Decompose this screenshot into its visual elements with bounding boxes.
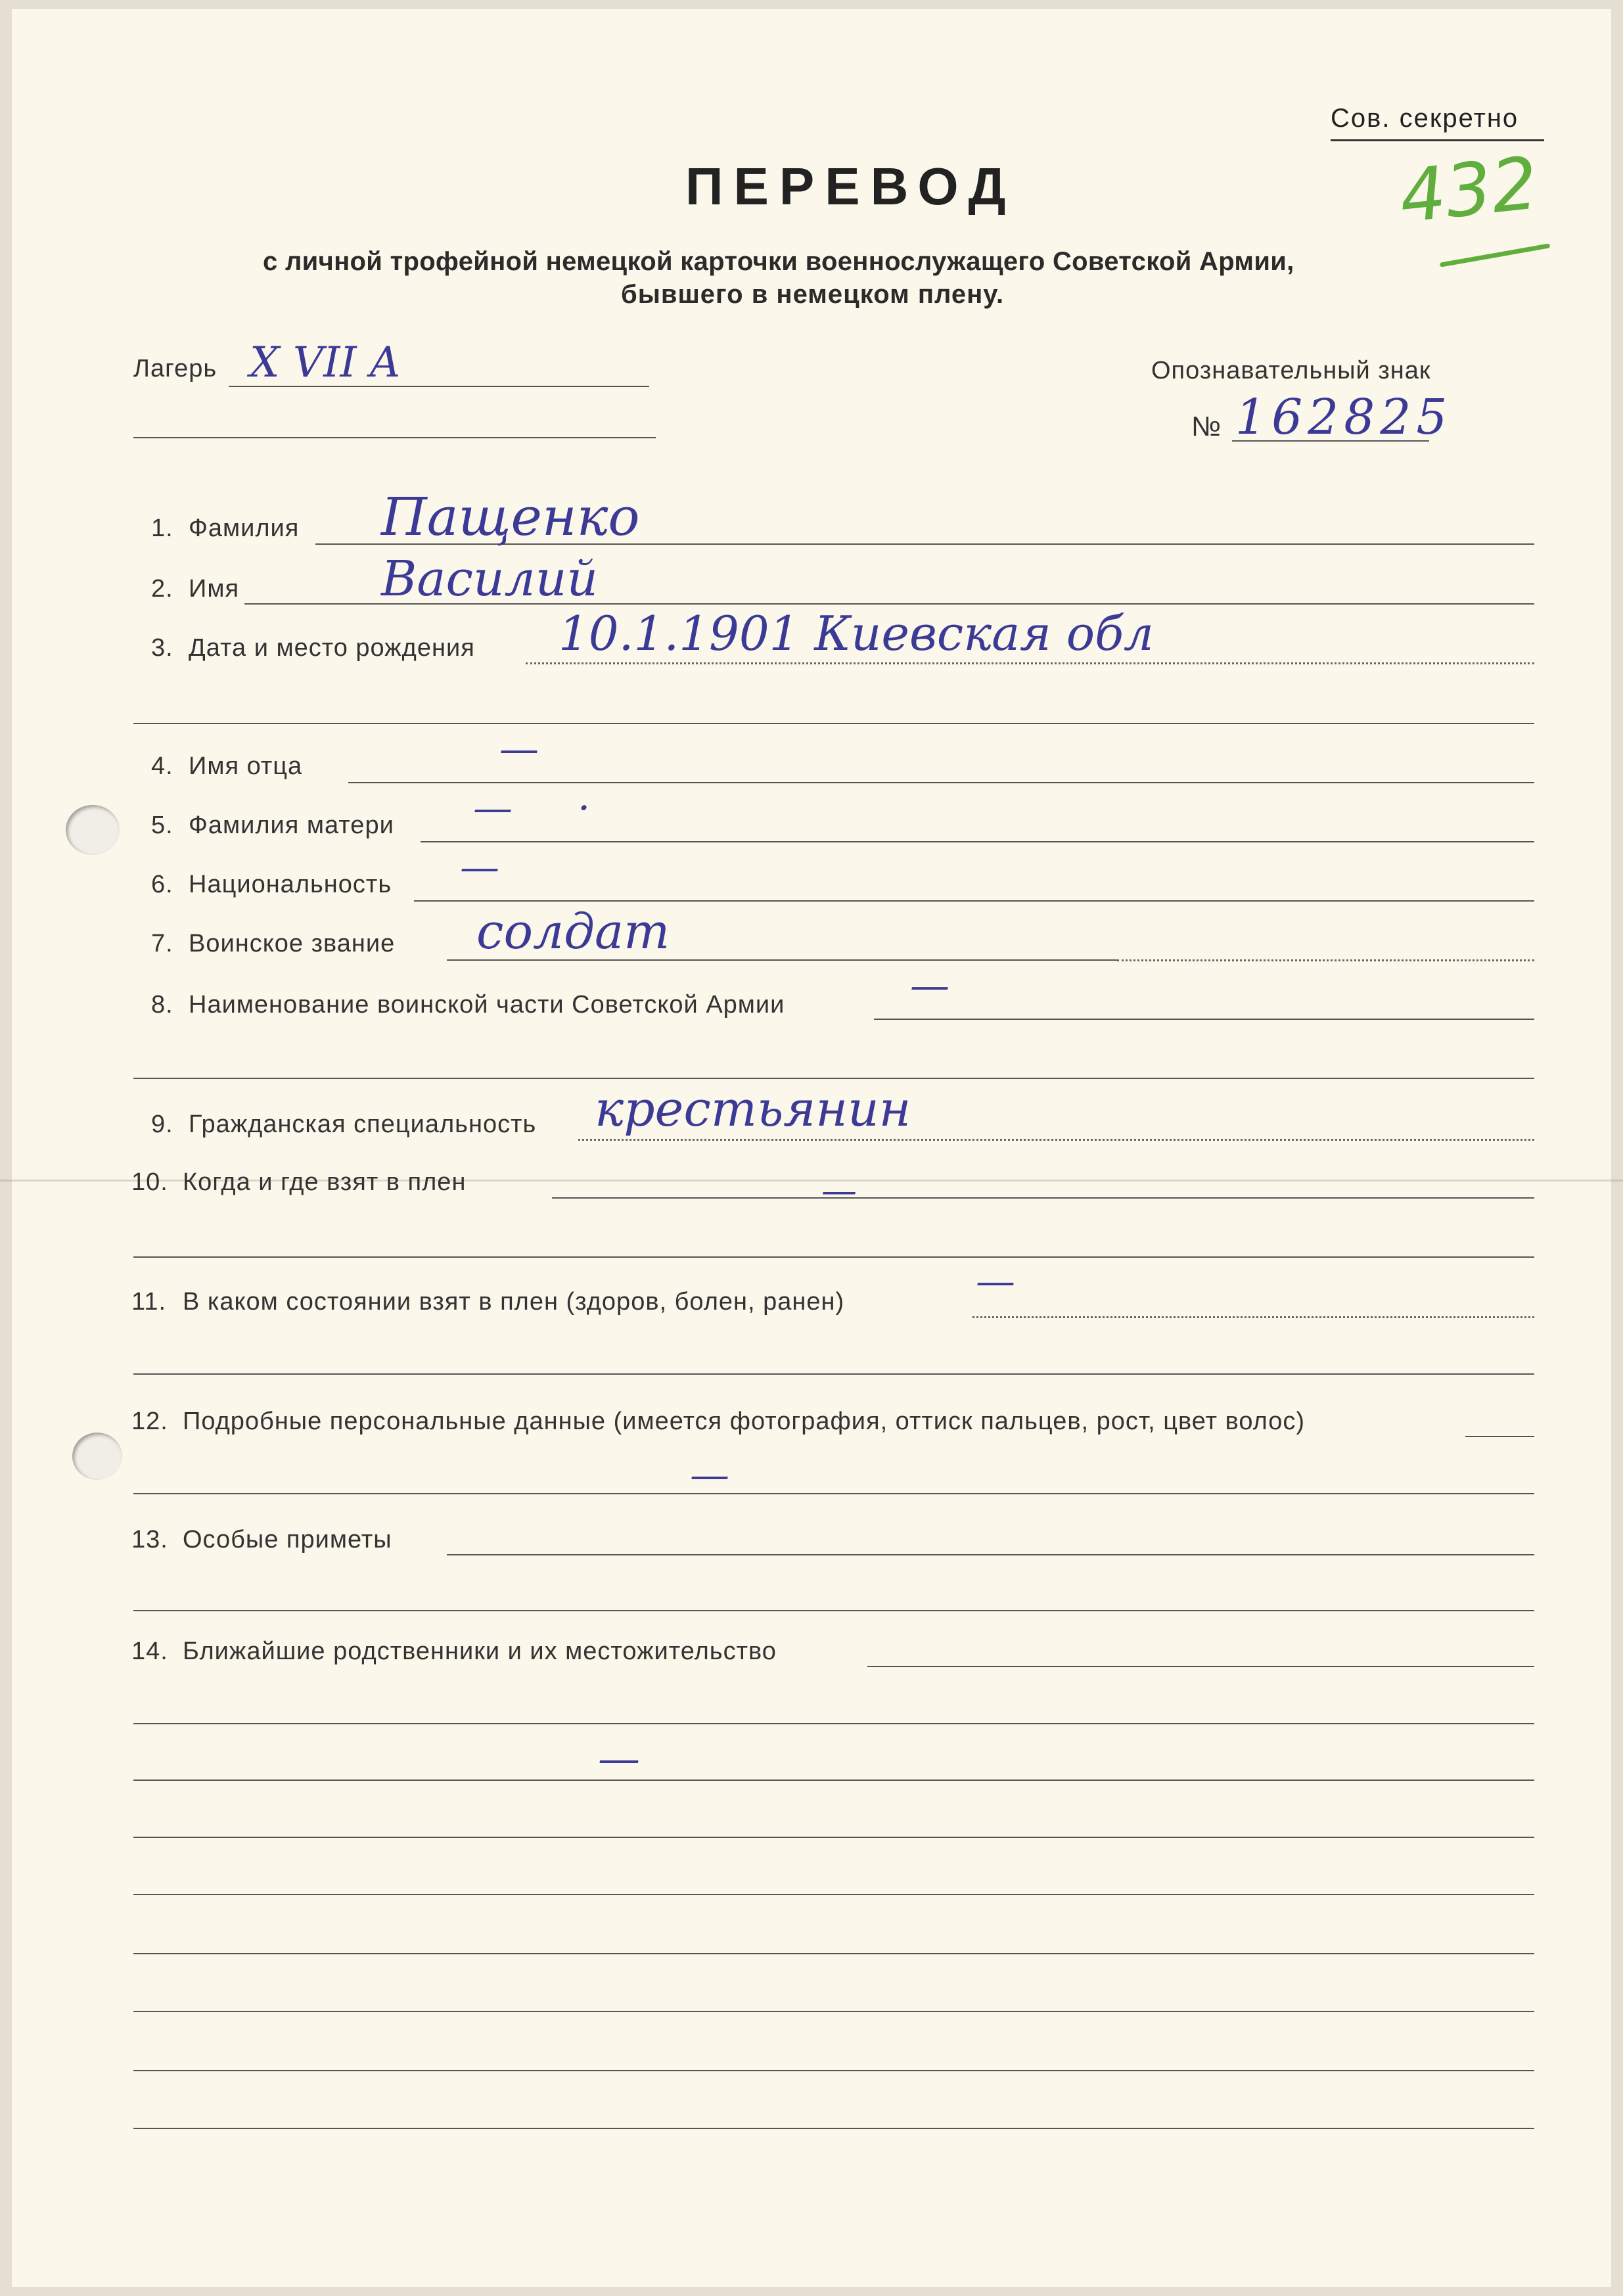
field-10-line: [552, 1197, 1534, 1199]
id-number-value: 162825: [1235, 389, 1453, 446]
id-number-label: №: [1191, 411, 1222, 442]
field-8-value: —: [910, 963, 949, 1009]
blank-line-6: [133, 2128, 1534, 2129]
field-7-label: Воинское звание: [189, 930, 396, 957]
document-title: ПЕРЕВОД: [685, 157, 1017, 216]
field-2-num: 2.: [151, 575, 173, 603]
blank-line-1: [133, 1837, 1534, 1838]
punch-hole-bottom: [72, 1433, 122, 1480]
field-5-label: Фамилия матери: [189, 812, 394, 839]
paper-edge-right: [1611, 0, 1623, 2296]
field-3-value: 10.1.1901 Киевская обл: [559, 606, 1154, 661]
field-5-line: [421, 841, 1534, 842]
camp-label: Лагерь: [133, 355, 217, 382]
field-9-num: 9.: [151, 1111, 173, 1138]
field-14-line-3: [133, 1779, 1534, 1781]
blank-line-4: [133, 2011, 1534, 2012]
field-9-line: [578, 1139, 1534, 1141]
field-11-line: [972, 1316, 1534, 1318]
field-3-label: Дата и место рождения: [189, 634, 475, 662]
field-10-value: —: [821, 1170, 857, 1211]
field-14-num: 14.: [131, 1638, 168, 1665]
field-3-line: [526, 662, 1534, 664]
field-11-line-2: [133, 1373, 1534, 1375]
blank-line-2: [133, 1894, 1534, 1895]
field-11-value: —: [976, 1258, 1015, 1304]
field-12-line: [1465, 1436, 1534, 1437]
paper-edge-left: [0, 0, 12, 2296]
camp-line-2: [133, 437, 656, 438]
field-9-value: крестьянин: [595, 1081, 911, 1137]
field-8-label: Наименование воинской части Советской Армии: [189, 991, 785, 1019]
field-10-label: Когда и где взят в плен: [183, 1168, 467, 1196]
field-1-label: Фамилия: [189, 515, 300, 542]
archive-number: 432: [1395, 141, 1542, 239]
field-6-line: [414, 900, 1534, 902]
field-14-line: [867, 1666, 1534, 1667]
field-12-line-2: [133, 1493, 1534, 1494]
document-subtitle-1: с личной трофейной немецкой карточки военнослужащего Советской Армии,: [263, 247, 1294, 276]
field-3-num: 3.: [151, 634, 173, 662]
field-14-value: —: [598, 1735, 640, 1783]
green-pencil-stroke: [1440, 243, 1551, 267]
field-1-value: Пащенко: [381, 486, 640, 547]
field-12-label: Подробные персональные данные (имеется фотография, оттиск пальцев, рост, цвет волос): [183, 1408, 1306, 1435]
field-3-line-2: [133, 723, 1534, 724]
classification-underline: [1331, 139, 1544, 141]
paper-edge-bottom: [0, 2287, 1623, 2296]
classification-stamp: Сов. секретно: [1331, 104, 1519, 133]
field-2-value: Василий: [381, 551, 599, 607]
blank-line-3: [133, 1953, 1534, 1954]
field-11-label: В каком состоянии взят в плен (здоров, болен, ранен): [183, 1288, 845, 1316]
field-8-line-2: [133, 1078, 1534, 1079]
field-6-value: —: [460, 844, 499, 890]
field-14-line-2: [133, 1723, 1534, 1724]
field-7-num: 7.: [151, 930, 173, 957]
field-11-num: 11.: [131, 1288, 167, 1316]
field-12-value: —: [690, 1452, 729, 1498]
field-12-num: 12.: [131, 1408, 168, 1435]
field-6-num: 6.: [151, 871, 173, 898]
field-13-num: 13.: [131, 1526, 168, 1553]
field-13-line: [447, 1554, 1534, 1555]
field-7-value: солдат: [476, 904, 670, 960]
field-13-line-2: [133, 1610, 1534, 1611]
field-2-label: Имя: [189, 575, 240, 603]
field-5-num: 5.: [151, 812, 173, 839]
document-subtitle-2: бывшего в немецком плену.: [621, 280, 1005, 309]
paper-edge-top: [0, 0, 1623, 9]
field-4-line: [348, 782, 1534, 783]
field-13-label: Особые приметы: [183, 1526, 392, 1553]
field-10-line-2: [133, 1256, 1534, 1258]
field-8-num: 8.: [151, 991, 173, 1019]
punch-hole-top: [66, 805, 120, 855]
blank-line-5: [133, 2070, 1534, 2071]
field-4-num: 4.: [151, 752, 173, 780]
field-1-num: 1.: [151, 515, 173, 542]
field-10-num: 10.: [131, 1168, 168, 1196]
field-5-value: — ·: [473, 785, 617, 831]
field-6-label: Национальность: [189, 871, 392, 898]
camp-value: X VII A: [250, 338, 401, 387]
field-9-label: Гражданская специальность: [189, 1111, 537, 1138]
field-7-line-dotted: [1117, 959, 1534, 961]
id-mark-label: Опознавательный знак: [1151, 357, 1431, 384]
field-8-line: [874, 1019, 1534, 1020]
field-4-value: —: [499, 726, 539, 772]
field-4-label: Имя отца: [189, 752, 303, 780]
field-14-label: Ближайшие родственники и их местожительство: [183, 1638, 777, 1665]
